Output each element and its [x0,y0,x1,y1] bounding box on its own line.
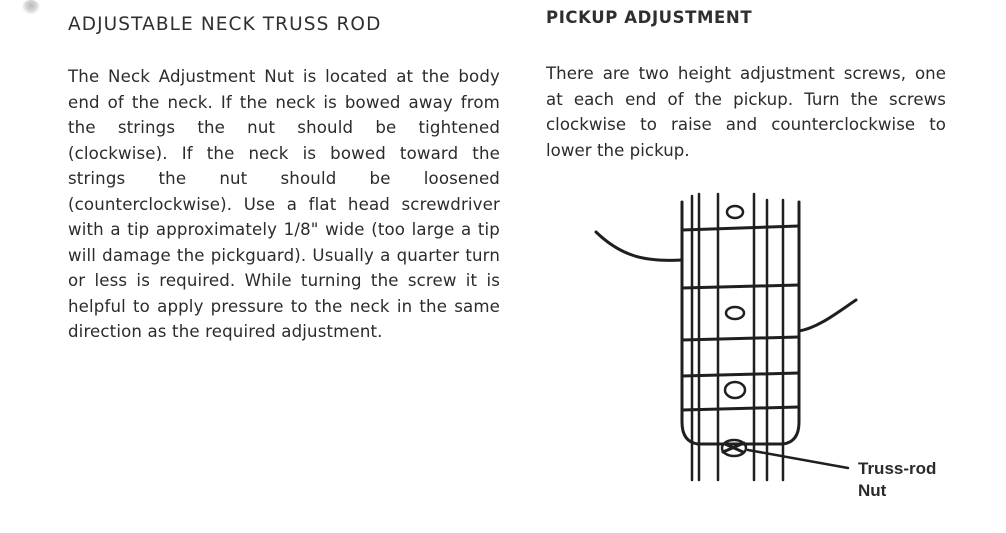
pickup-section [546,0,946,163]
pickup-heading: PICKUP ADJUSTMENT [546,8,753,27]
page-smudge [22,0,40,14]
body-curve-left [596,232,682,260]
neck-left-edge [682,202,698,444]
truss-rod-heading: ADJUSTABLE NECK TRUSS ROD [68,14,382,35]
truss-rod-body: The Neck Adjustment Nut is located at the body end of the neck. If the neck is bowed away from the strings the nut should be tightened (clockwise). If the neck is bowed toward the strings the nut should be loosened (counterclockwise). Use a flat head screwdriver with a tip approximately 1/8" wide (too large a tip will damage the pickguard). Usually a quarter turn or less is required. While turning the screw it is helpful to apply pressure to the neck in the same direction as the required adjustment. [68,67,500,341]
callout-line-2: Nut [858,481,887,500]
body-curve-right [799,300,856,331]
callout-line [748,450,848,468]
fret-marker-3 [725,382,745,398]
callout-line-1: Truss-rod [858,459,937,478]
fret-marker-2 [726,307,744,319]
fret-marker-1 [727,206,743,218]
truss-rod-nut-callout [858,458,936,502]
truss-rod-section [68,0,500,345]
pickup-body: There are two height adjustment screws, one at each end of the pickup. Turn the screws clockwise to raise and counterclockwise to lower the pickup. [546,64,946,160]
neck-illustration [586,190,886,490]
